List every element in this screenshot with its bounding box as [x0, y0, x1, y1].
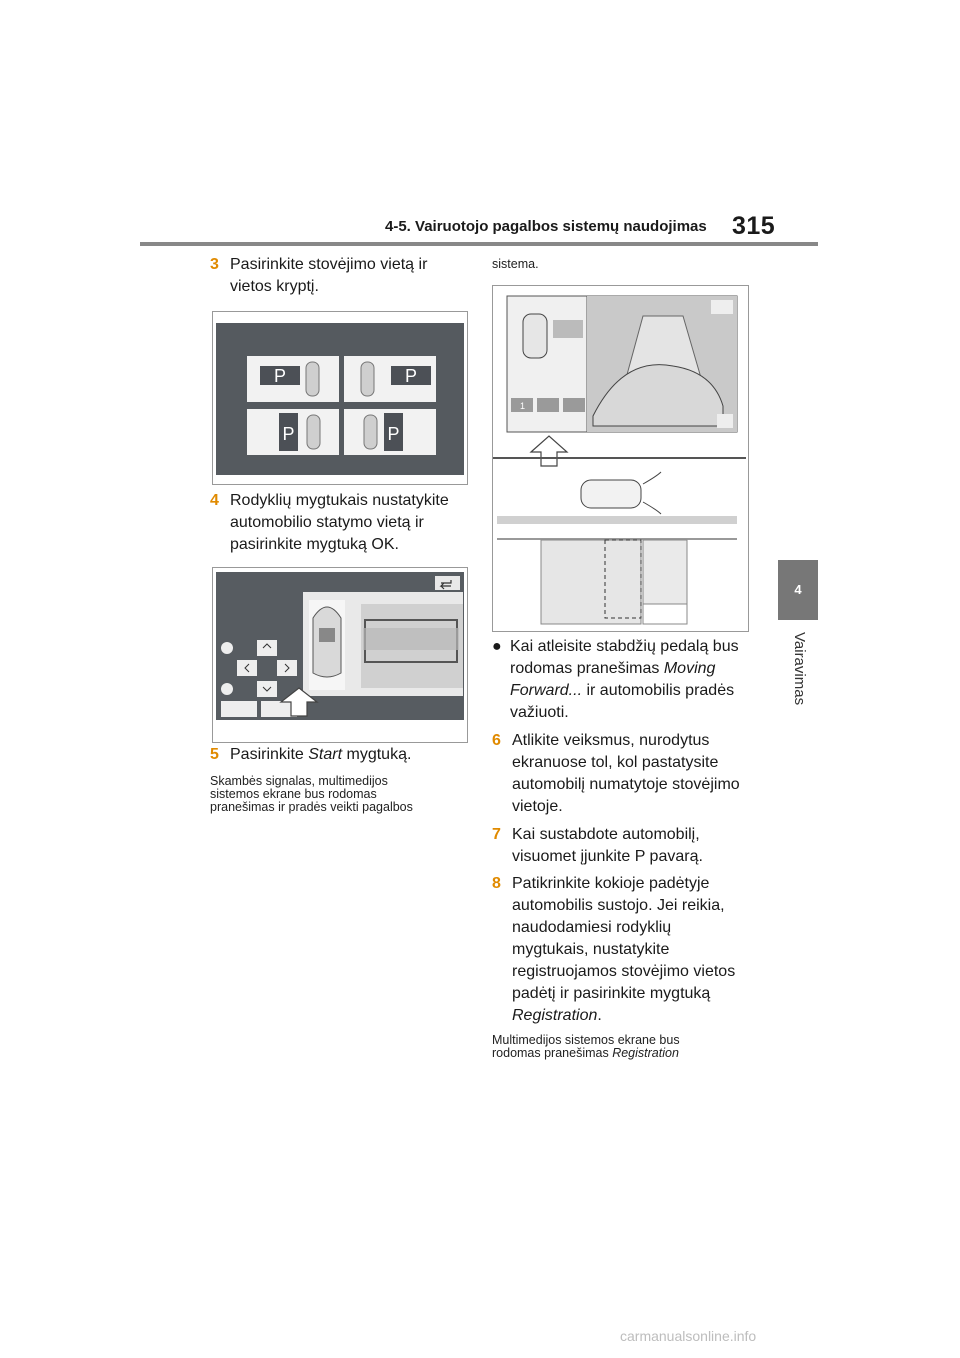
- position-adjust-screen: [213, 568, 467, 742]
- svg-text:P: P: [404, 366, 418, 386]
- watermark: carmanualsonline.info: [620, 1328, 757, 1344]
- step-7: 7 Kai sustabdote automobilį, visuomet įjunkite P pavarą.: [492, 826, 703, 865]
- svg-text:1: 1: [520, 401, 526, 411]
- step-6: 6 Atlikite veiksmus, nurodytus ekranuose tol, kol pastatysite automobilį numatytoje stovėjimo vietoje.: [492, 732, 740, 815]
- figure-position-adjust: [212, 567, 468, 743]
- step-5: 5 Pasirinkite Start mygtuką.: [210, 746, 412, 763]
- svg-text:P: P: [282, 424, 295, 444]
- moving-forward-screen: [493, 286, 748, 631]
- step-8: 8 Patikrinkite kokioje padėtyje automobilis sustojo. Jei reikia, naudodamiesi rodyklių mygtukais, nustatykite registruojamos stovėjimo vietos padėtį ir pasirinkite mygtuką Registration.: [492, 875, 736, 1024]
- figure-slot-selection: [212, 311, 468, 485]
- note-continuation: sistema.: [492, 257, 539, 271]
- section-title: 4-5. Vairuotojo pagalbos sistemų naudojimas: [385, 218, 707, 235]
- note-left: Skambės signalas, multimedijos sistemos ekrane bus rodomas pranešimas ir pradės veikti pagalbos: [210, 774, 413, 814]
- header-rule: [140, 242, 818, 246]
- page-number: 315: [732, 212, 776, 240]
- svg-text:P: P: [387, 424, 400, 444]
- figure-moving-forward: [492, 285, 749, 632]
- svg-text:P: P: [273, 366, 287, 386]
- note-right: Multimedijos sistemos ekrane bus rodomas pranešimas Registration: [492, 1033, 680, 1060]
- chapter-label: Vairavimas: [791, 632, 808, 706]
- bullet-moving-forward: ● Kai atleisite stabdžių pedalą bus rodomas pranešimas Moving Forward... ir automobilis pradės važiuoti.: [492, 638, 739, 721]
- step-3: 3 Pasirinkite stovėjimo vietą ir vietos kryptį.: [210, 256, 428, 295]
- slot-selection-screen: [213, 312, 467, 484]
- step-4: 4 Rodyklių mygtukais nustatykite automobilio statymo vietą ir pasirinkite mygtuką OK.: [210, 492, 449, 553]
- chapter-tab: 4: [778, 560, 818, 620]
